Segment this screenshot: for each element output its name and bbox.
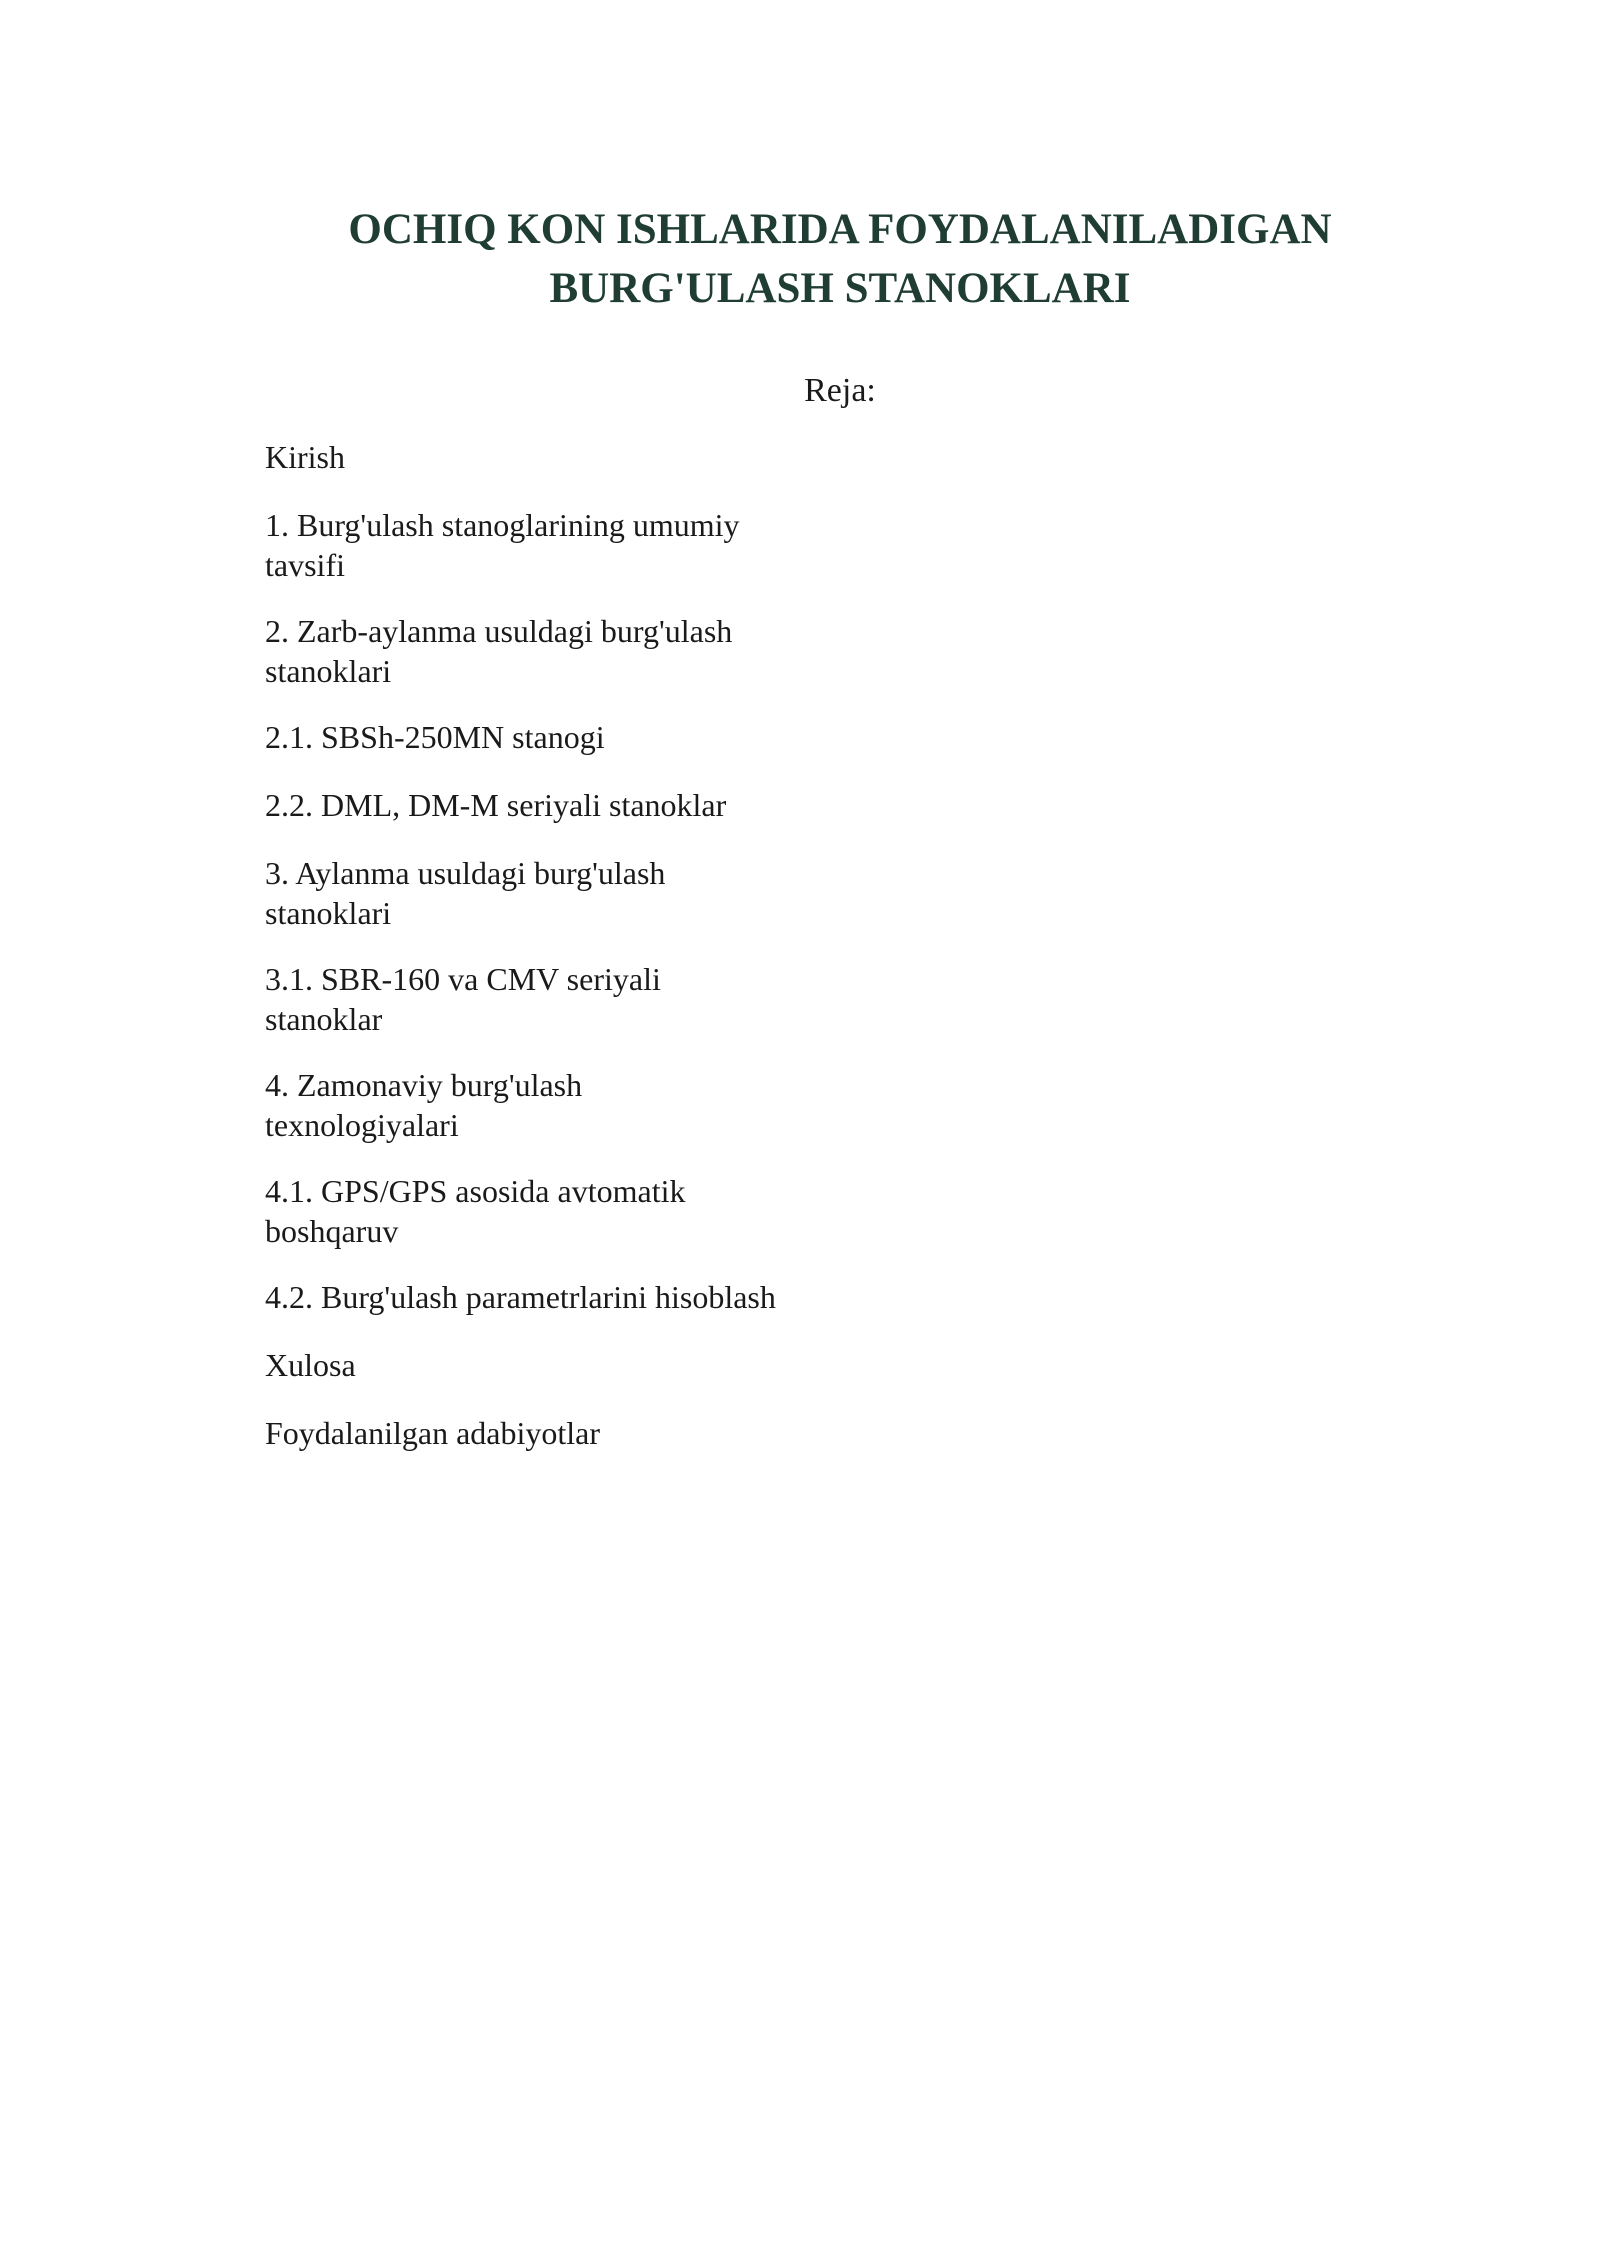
toc-item <box>265 611 865 691</box>
toc-item-line: Xulosa <box>265 1347 356 1383</box>
toc-item-line: texnologiyalari <box>265 1107 459 1143</box>
toc-item-line: 3.1. SBR-160 va CMV seriyali <box>265 961 661 997</box>
toc-item-line: Foydalanilgan adabiyotlar <box>265 1415 601 1451</box>
toc-item <box>265 1171 865 1251</box>
toc-item <box>265 505 865 585</box>
document-title-line-1: OCHIQ KON ISHLARIDA FOYDALANILADIGAN <box>348 206 1332 253</box>
toc-item-line: 2.2. DML, DM-M seriyali stanoklar <box>265 787 727 823</box>
toc-item-line: 2.1. SBSh-250MN stanogi <box>265 719 605 755</box>
toc-item-line: 1. Burg'ulash stanoglarining umumiy <box>265 507 740 543</box>
toc-item-line: stanoklari <box>265 653 392 689</box>
toc-item-line: tavsifi <box>265 547 345 583</box>
toc-item <box>265 959 865 1039</box>
toc-item-line: 4. Zamonaviy burg'ulash <box>265 1067 583 1103</box>
toc-item-line: Kirish <box>265 439 345 475</box>
toc-item-line: 4.1. GPS/GPS asosida avtomatik <box>265 1173 686 1209</box>
toc-item <box>265 437 865 477</box>
toc-item-line: boshqaruv <box>265 1213 399 1249</box>
toc-item <box>265 785 865 825</box>
toc-item <box>265 853 865 933</box>
toc-item-line: stanoklar <box>265 1001 383 1037</box>
toc-item-line: 3. Aylanma usuldagi burg'ulash <box>265 855 666 891</box>
toc-item-line: 2. Zarb-aylanma usuldagi burg'ulash <box>265 613 733 649</box>
plan-heading: Reja: <box>804 372 876 409</box>
toc-item <box>265 717 865 757</box>
document-title-line-2: BURG'ULASH STANOKLARI <box>549 265 1131 312</box>
document-title <box>265 200 1415 318</box>
toc-item <box>265 1413 865 1453</box>
toc-item-line: 4.2. Burg'ulash parametrlarini hisoblash <box>265 1279 776 1315</box>
toc-item <box>265 1345 865 1385</box>
toc-item <box>265 1277 865 1317</box>
toc-item <box>265 1065 865 1145</box>
toc-item-line: stanoklari <box>265 895 392 931</box>
